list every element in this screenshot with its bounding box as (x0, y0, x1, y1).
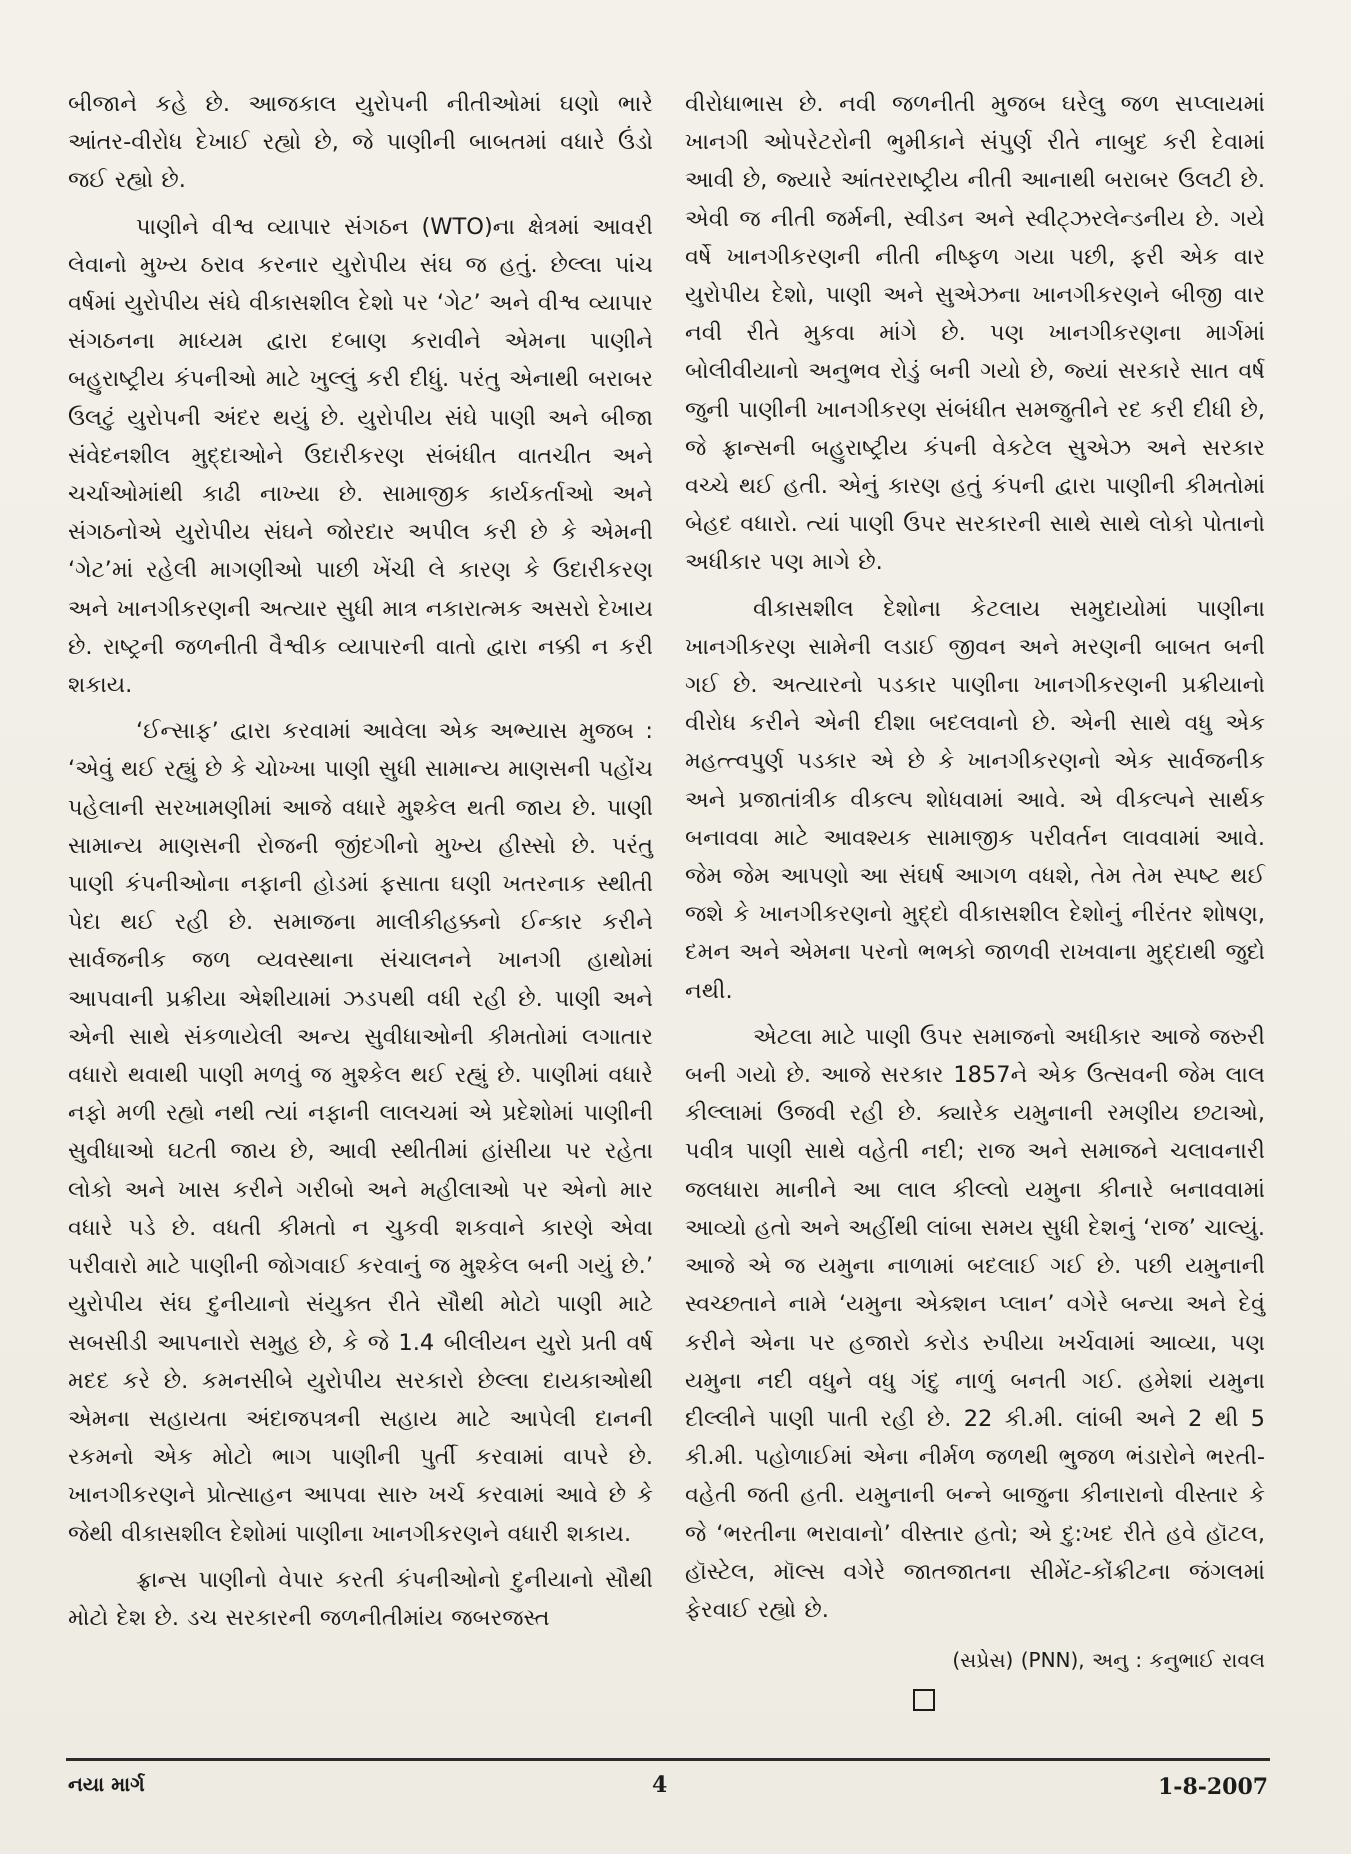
footer-divider (66, 1758, 1270, 1761)
paragraph: વીરોધાભાસ છે. નવી જળનીતી મુજબ ઘરેલુ જળ સપ્લાયમાં ખાનગી ઓપરેટરોની ભુમીકાને સંપુર્ણ રીતે નાબુદ કરી દેવામાં આવી છે, જ્યારે આંતરરાષ્ટ્રીય નીતી આનાથી બરાબર ઉલટી છે. એવી જ નીતી જર્મની, સ્વીડન અને સ્વીટ્ઝરલેન્ડનીય છે. ગયે વર્ષે ખાનગીકરણની નીતી નીષ્ફળ ગયા પછી, ફરી એક વાર યુરોપીય દેશો, પાણી અને સુએઝના ખાનગીકરણને બીજી વાર નવી રીતે મુકવા માંગે છે. પણ ખાનગીકરણના માર્ગમાં બોલીવીયાનો અનુભવ રોડું બની ગયો છે, જ્યાં સરકારે સાત વર્ષ જુની પાણીની ખાનગીકરણ સંબંધીત સમજુતીને રદ કરી દીધી છે, જે ફ્રાન્સની બહુરાષ્ટ્રીય કંપની વેકટેલ સુએઝ અને સરકાર વચ્ચે થઈ હતી. એનું કારણ હતું કંપની દ્વારા પાણીની કીમતોમાં બેહદ વધારો. ત્યાં પાણી ઉપર સરકારની સાથે સાથે લોકો પોતાનો અધીકાર પણ માગે છે. (685, 91, 1265, 576)
paragraph: પાણીને વીશ્વ વ્યાપાર સંગઠન (WTO)ના ક્ષેત્રમાં આવરી લેવાનો મુખ્ય ઠરાવ કરનાર યુરોપીય સંઘ જ હતું. છેલ્લા પાંચ વર્ષમાં યુરોપીય સંઘે વીકાસશીલ દેશો પર ‘ગેટ’ અને વીશ્વ વ્યાપાર સંગઠનના માધ્યમ દ્વારા દબાણ કરાવીને એમના પાણીને બહુરાષ્ટ્રીય કંપનીઓ માટે ખુલ્લું કરી દીધું. પરંતુ એનાથી બરાબર ઉલટું યુરોપની અંદર થયું છે. યુરોપીય સંઘે પાણી અને બીજા સંવેદનશીલ મુદ્દાઓને ઉદારીકરણ સંબંધીત વાતચીત અને ચર્ચાઓમાંથી કાઢી નાખ્યા છે. સામાજીક કાર્યકર્તાઓ અને સંગઠનોએ યુરોપીય સંઘને જોરદાર અપીલ કરી છે કે એમની ‘ગેટ’માં રહેલી માગણીઓ પાછી ખેંચી લે કારણ કે ઉદારીકરણ અને ખાનગીકરણની અત્યાર સુધી માત્ર નકારાત્મક અસરો દેખાય છે. રાષ્ટ્રની જળનીતી વૈશ્વીક વ્યાપારની વાતો દ્વારા નક્કી ન કરી શકાય. (68, 213, 653, 699)
paragraph: ફ્રાન્સ પાણીનો વેપાર કરતી કંપનીઓનો દુનીયાનો સૌથી મોટો દેશ છે. ડચ સરકારની જળનીતીમાંય જબરજસ્ત (68, 1566, 653, 1631)
paragraph: વીકાસશીલ દેશોના કેટલાય સમુદાયોમાં પાણીના ખાનગીકરણ સામેની લડાઈ જીવન અને મરણની બાબત બની ગઈ છે. અત્યારનો પડકાર પાણીના ખાનગીકરણની પ્રક્રીયાનો વીરોધ કરીને એની દીશા બદલવાનો છે. એની સાથે વધુ એક મહત્ત્વપુર્ણ પડકાર એ છે કે ખાનગીકરણનો એક સાર્વજનીક અને પ્રજાતાંત્રીક વીકલ્પ શોધવામાં આવે. એ વીકલ્પને સાર્થક બનાવવા માટે આવશ્યક સામાજીક પરીવર્તન લાવવામાં આવે. જેમ જેમ આપણો આ સંઘર્ષ આગળ વધશે, તેમ તેમ સ્પષ્ટ થઈ જશે કે ખાનગીકરણનો મુદ્દો વીકાસશીલ દેશોનું નીરંતર શોષણ, દમન અને એમના પરનો ભભકો જાળવી રાખવાના મુદ્દાથી જુદો નથી. (685, 595, 1265, 1004)
left-article-column (68, 85, 653, 1637)
publication-name: નયા માર્ગ (68, 1772, 145, 1796)
article-credit: (સપ્રેસ) (PNN), અનુ : કનુભાઈ રાવલ (952, 1648, 1265, 1673)
right-article-column (685, 85, 1265, 1711)
issue-date: 1-8-2007 (1158, 1774, 1269, 1800)
end-of-article-square-icon (913, 1689, 935, 1711)
paragraph: એટલા માટે પાણી ઉપર સમાજનો અધીકાર આજે જરુરી બની ગયો છે. આજે સરકાર 1857ને એક ઉત્સવની જેમ લાલ કીલ્લામાં ઉજવી રહી છે. ક્યારેક યમુનાની રમણીય છટાઓ, પવીત્ર પાણી સાથે વહેતી નદી; રાજ અને સમાજને ચલાવનારી જલધારા માનીને આ લાલ કીલ્લો યમુના કીનારે બનાવવામાં આવ્યો હતો અને અહીંથી લાંબા સમય સુધી દેશનું ‘રાજ’ ચાલ્યું. આજે એ જ યમુના નાળામાં બદલાઈ ગઈ છે. પછી યમુનાની સ્વચ્છતાને નામે ‘યમુના એક્શન પ્લાન’ વગેરે બન્યા અને દેવું કરીને એના પર હજારો કરોડ રુપીયા ખર્ચવામાં આવ્યા, પણ યમુના નદી વધુને વધુ ગંદુ નાળું બનતી ગઈ. હમેશાં યમુના દીલ્લીને પાણી પાતી રહી છે. 22 કી.મી. લાંબી અને 2 થી 5 કી.મી. પહોળાઈમાં એના નીર્મળ જળથી ભુજળ ભંડારોને ભરતી-વહેતી જતી હતી. યમુનાની બન્ને બાજુના કીનારાનો વીસ્તાર કે જે ‘ભરતીના ભરાવાનો’ વીસ્તાર હતો; એ દુ:ખદ રીતે હવે હૉટલ, હૉસ્ટેલ, મૉલ્સ વગેરે જાતજાતના સીમેંટ-કોંક્રીટના જંગલમાં ફેરવાઈ રહ્યો છે. (685, 1023, 1265, 1623)
paragraph: ‘ઈન્સાફ’ દ્વારા કરવામાં આવેલા એક અભ્યાસ મુજબ : ‘એવું થઈ રહ્યું છે કે ચોખ્ખા પાણી સુધી સામાન્ય માણસની પહોંચ પહેલાની સરખામણીમાં આજે વધારે મુશ્કેલ થતી જાય છે. પાણી સામાન્ય માણસની રોજની જીંદગીનો મુખ્ય હીસ્સો છે. પરંતુ પાણી કંપનીઓના નફાની હોડમાં ફસાતા ઘણી ખતરનાક સ્થીતી પેદા થઈ રહી છે. સમાજના માલીકીહક્કનો ઈન્કાર કરીને સાર્વજનીક જળ વ્યવસ્થાના સંચાલનને ખાનગી હાથોમાં આપવાની પ્રક્રીયા એશીયામાં ઝડપથી વધી રહી છે. પાણી અને એની સાથે સંકળાયેલી અન્ય સુવીધાઓની કીમતોમાં લગાતાર વધારો થવાથી પાણી મળવું જ મુશ્કેલ થઈ રહ્યું છે. પાણીમાં વધારે નફો મળી રહ્યો નથી ત્યાં નફાની લાલચમાં એ પ્રદેશોમાં પાણીની સુવીધાઓ ઘટતી જાય છે, આવી સ્થીતીમાં હાંસીયા પર રહેતા લોકો અને ખાસ કરીને ગરીબો અને મહીલાઓ પર એનો માર વધારે પડે છે. વધતી કીમતો ન ચુકવી શકવાને કારણે એવા પરીવારો માટે પાણીની જોગવાઈ કરવાનું જ મુશ્કેલ બની ગયું છે.’ યુરોપીય સંઘ દુનીયાનો સંયુક્ત રીતે સૌથી મોટો પાણી માટે સબસીડી આપનારો સમુહ છે, કે જે 1.4 બીલીયન યુરો પ્રતી વર્ષ મદદ કરે છે. કમનસીબે યુરોપીય સરકારો છેલ્લા દાયકાઓથી એમના સહાયતા અંદાજપત્રની સહાય માટે આપેલી દાનની રકમનો એક મોટો ભાગ પાણીની પુર્તી કરવામાં વાપરે છે. ખાનગીકરણને પ્રોત્સાહન આપવા સારુ ખર્ચ કરવામાં આવે છે કે જેથી વીકાસશીલ દેશોમાં પાણીના ખાનગીકરણને વધારી શકાય. (68, 718, 653, 1547)
paragraph: બીજાને કહે છે. આજકાલ યુરોપની નીતીઓમાં ઘણો ભારે આંતર-વીરોધ દેખાઈ રહ્યો છે, જે પાણીની બાબતમાં વધારે ઉંડો જઈ રહ્યો છે. (68, 91, 653, 194)
page-number: 4 (652, 1772, 668, 1798)
